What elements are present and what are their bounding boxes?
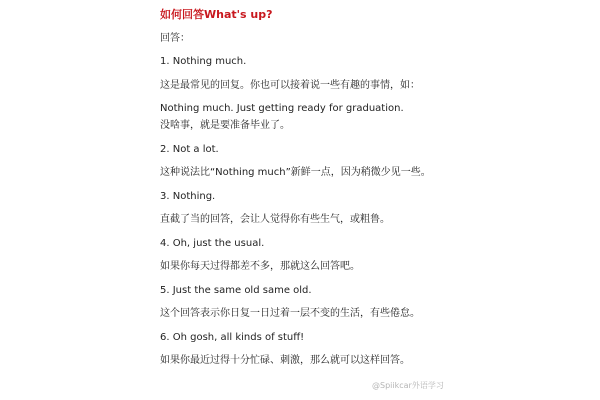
item-3-explanation: 直截了当的回答，会让人觉得你有些生气，或粗鲁。 xyxy=(160,214,390,225)
item-1-example-zh: 没啥事，就是要准备毕业了。 xyxy=(160,120,290,131)
watermark: @Spiikcar外语学习 xyxy=(372,381,444,390)
item-4-heading: 4. Oh, just the usual. xyxy=(160,238,265,249)
item-3-heading: 3. Nothing. xyxy=(160,191,216,202)
item-5-explanation: 这个回答表示你日复一日过着一层不变的生活，有些倦怠。 xyxy=(160,308,420,319)
intro-label: 回答： xyxy=(160,33,190,44)
item-4-explanation: 如果你每天过得都差不多，那就这么回答吧。 xyxy=(160,261,360,272)
item-6-explanation: 如果你最近过得十分忙碌、刺激，那么就可以这样回答。 xyxy=(160,355,410,366)
article-title: 如何回答What's up? xyxy=(160,8,273,21)
article xyxy=(160,0,590,400)
item-1-example-en: Nothing much. Just getting ready for graduation. xyxy=(160,103,404,114)
item-6-heading: 6. Oh gosh, all kinds of stuff! xyxy=(160,332,305,343)
item-1-heading: 1. Nothing much. xyxy=(160,56,247,67)
item-1-explanation: 这是最常见的回复。你也可以接着说一些有趣的事情，如： xyxy=(160,80,420,91)
item-5-heading: 5. Just the same old same old. xyxy=(160,285,312,296)
item-2-heading: 2. Not a lot. xyxy=(160,144,219,155)
item-2-explanation: 这种说法比“Nothing much”新鲜一点，因为稍微少见一些。 xyxy=(160,167,431,178)
